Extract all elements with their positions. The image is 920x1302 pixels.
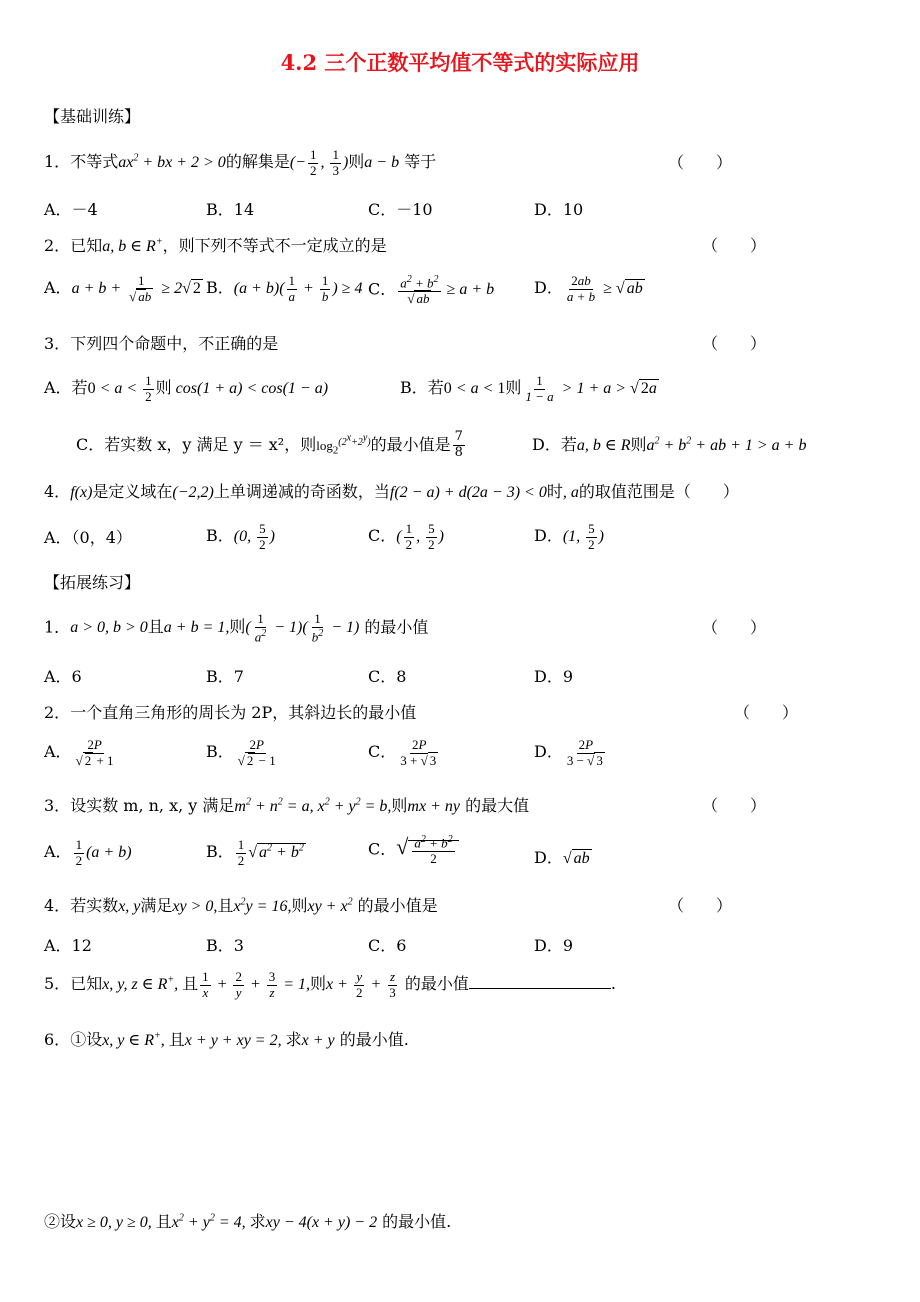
option-b: B．(a + b)( $\frac{1}{a}$ + $\frac{1}{b}$ ) ≥ 4 bbox=[206, 273, 363, 304]
option-a: A．－4 bbox=[44, 200, 98, 219]
math-interval: (− $\frac{1}{2}$ , $\frac{1}{3}$ ) bbox=[289, 147, 349, 178]
question-extend-1: 1．a > 0, b > 0且a + b = 1,则( $\frac{1}{a^2}$ − 1)( $\frac{1}{b^2}$ − 1) 的最小值 bbox=[44, 611, 429, 645]
answer-paren: （ ） bbox=[734, 703, 799, 722]
option-a: A． $\frac{1}{2}$ (a + b) bbox=[44, 837, 132, 868]
question-text: 下列四个命题中，不正确的是 bbox=[70, 334, 279, 353]
question-number: 5． bbox=[44, 974, 71, 994]
option-b: B． $\frac{2P}{√ 2 - 1}$ bbox=[206, 737, 276, 768]
question-number: 2． bbox=[44, 236, 71, 255]
question-extend-3: 3．设实数 m, n, x, y 满足$m^2 + n^2 = a$, $x^2 + y^2 = b$,则mx + ny 的最大值 bbox=[44, 796, 530, 815]
question-number: 3． bbox=[44, 334, 71, 353]
option-c: C．√ $\frac{a^2 + b^2}{2}$ bbox=[368, 834, 459, 867]
option-b: B．若0 < a < 1则 $\frac{1}{1 - a}$ > 1 + a > √ 2a bbox=[400, 373, 657, 404]
question-basic-2 bbox=[44, 236, 387, 256]
option-b: B． $\frac{1}{2}$ √ $a^2 + b^2$ bbox=[206, 837, 304, 868]
option-a: A．（0，4） bbox=[44, 528, 132, 547]
option-b: B．14 bbox=[206, 200, 255, 219]
section-heading-basic: 【基础训练】 bbox=[44, 107, 141, 126]
question-extend-4: 4．若实数x, y满足xy > 0,且$x^2y = 16$,则xy + $x^2$ 的最小值是 bbox=[44, 896, 438, 915]
option-b: B．(0, $\frac{5}{2}$ ) bbox=[206, 521, 275, 552]
option-a: A．6 bbox=[44, 667, 82, 686]
answer-paren: （ ） bbox=[702, 334, 767, 353]
question-extend-2: 2．一个直角三角形的周长为 2P，其斜边长的最小值 bbox=[44, 703, 417, 722]
question-text: 已知 bbox=[70, 236, 103, 255]
option-c: C． $\frac{a^2 + b^2}{√ ab}$ ≥ a + b bbox=[368, 274, 495, 307]
option-d: D．10 bbox=[534, 200, 584, 219]
answer-paren: （ ） bbox=[668, 153, 733, 172]
question-text: 则 bbox=[348, 152, 365, 172]
answer-paren: （ ） bbox=[702, 796, 767, 815]
page-title: 4.2 三个正数平均值不等式的实际应用 bbox=[280, 50, 640, 75]
question-number: 6． bbox=[44, 1030, 71, 1049]
option-c: C． $\frac{2P}{3 + √ 3}$ bbox=[368, 737, 437, 768]
question-number: 1． bbox=[44, 152, 71, 172]
option-d: D．9 bbox=[534, 936, 574, 955]
question-text: 的解集是 bbox=[225, 152, 290, 172]
option-c: C．若实数 x，y 满足 y ＝ x²，则$\log_2^{(2^x+2^y)}$的最小值是 $\frac{7}{8}$ bbox=[76, 429, 463, 460]
option-d: D． $\frac{2P}{3 - √ 3}$ bbox=[534, 737, 603, 768]
option-c: C．－10 bbox=[368, 200, 433, 219]
question-number: 4． bbox=[44, 896, 71, 915]
question-number: 1． bbox=[44, 617, 71, 637]
question-basic-3 bbox=[44, 334, 278, 353]
option-a: A．a + b + $\frac{1}{√ ab}$ ≥ 2√ 2 bbox=[44, 273, 201, 304]
question-text: ，则下列不等式不一定成立的是 bbox=[162, 236, 387, 255]
answer-paren: （ ） bbox=[702, 618, 767, 637]
answer-paren: （ ） bbox=[702, 236, 767, 255]
option-d: D．9 bbox=[534, 667, 574, 686]
option-d: D．(1, $\frac{5}{2}$ ) bbox=[534, 521, 604, 552]
option-a: A．若0 < a < $\frac{1}{2}$ 则 cos(1 + a) < cos(1 − a) bbox=[44, 373, 329, 404]
answer-paren: （ ） bbox=[668, 896, 733, 915]
math-expression: a, b ∈ R+ bbox=[102, 236, 163, 255]
question-number: 4． bbox=[44, 482, 71, 501]
question-basic-1 bbox=[44, 148, 436, 179]
option-c: C．( $\frac{1}{2}$ , $\frac{5}{2}$ ) bbox=[368, 521, 444, 552]
option-a: A．12 bbox=[44, 936, 92, 955]
section-heading-extend: 【拓展练习】 bbox=[44, 573, 141, 592]
option-d: D． $\frac{2ab}{a + b}$ ≥ √ ab bbox=[534, 273, 643, 304]
question-text: 不等式 bbox=[70, 152, 119, 172]
option-d: D．若a, b ∈ R则$a^2 + b^2$ + ab + 1 > a + b bbox=[532, 435, 807, 454]
option-a: A． $\frac{2P}{√ 2 + 1}$ bbox=[44, 737, 114, 768]
option-c: C．6 bbox=[368, 936, 407, 955]
option-b: B．3 bbox=[206, 936, 244, 955]
option-b: B．7 bbox=[206, 667, 244, 686]
option-c: C．8 bbox=[368, 667, 407, 686]
option-d: D．√ ab bbox=[534, 848, 590, 867]
question-extend-6-part-1: 6．①设x, y ∈ R+, 且x + y + xy = 2, 求x + y 的最小值. bbox=[44, 1030, 409, 1049]
answer-blank[interactable] bbox=[469, 974, 611, 989]
question-number: 3． bbox=[44, 796, 71, 815]
math-expression: $ax^2$ + bx + 2 > 0 bbox=[118, 152, 226, 172]
math-expression: a − b bbox=[364, 154, 400, 172]
question-text: 等于 bbox=[404, 152, 437, 172]
question-number: 2． bbox=[44, 703, 71, 722]
question-extend-5: 5．已知x, y, z ∈ R+, 且 $\frac{1}{x}$ + $\frac{2}{y}$ + $\frac{3}{z}$ = 1,则x + $\frac{y}{2}$ + $\frac{z}{3}$ 的最小值 . bbox=[44, 969, 616, 1000]
question-extend-6-part-2: ②设x ≥ 0, y ≥ 0, 且$x^2 + y^2 = 4$, 求xy − 4(x + y) − 2 的最小值. bbox=[44, 1212, 452, 1231]
question-basic-4: 4．f(x)是定义域在(−2,2)上单调递减的奇函数，当f(2 − a) + d(2a − 3) < 0时, a的取值范围是（ ） bbox=[44, 482, 739, 501]
